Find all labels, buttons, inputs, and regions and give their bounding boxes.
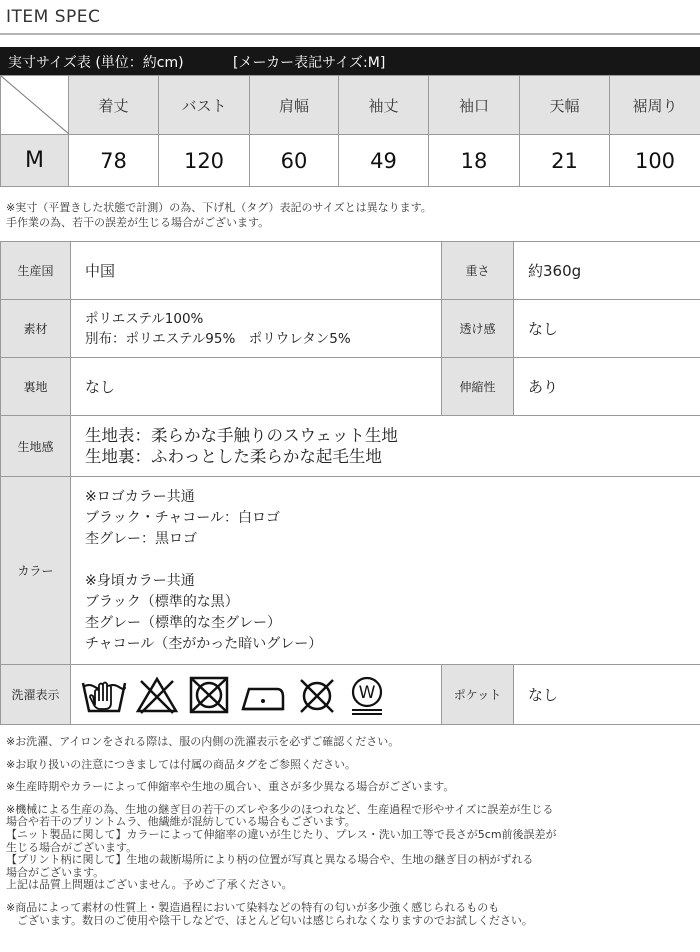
size-label: M — [1, 135, 69, 187]
size-table-corner — [1, 76, 69, 135]
texture-label: 生地感 — [1, 416, 71, 477]
spec-row-care — [1, 665, 700, 725]
note-line: 上記は品質上問題はございません。予めご了承ください。 — [6, 878, 293, 892]
column-header: 天幅 — [520, 76, 610, 135]
hand-wash-icon — [81, 675, 127, 715]
column-header: 裾周り — [610, 76, 700, 135]
note-line: 生じる場合がございます。 — [6, 840, 138, 854]
note-block — [6, 781, 557, 794]
stretch-text: あり — [528, 377, 559, 396]
section-header — [0, 0, 700, 34]
texture-value — [71, 416, 700, 477]
corner-diagonal-line — [1, 76, 69, 134]
origin-value — [71, 242, 442, 300]
note-line: ※お洗濯、アイロンをされる際は、服の内側の洗濯表示を必ずご確認ください。 — [6, 735, 400, 748]
texture-line: 生地裏：ふわっとした柔らかな起毛生地 — [85, 447, 382, 466]
material-line: 別布：ポリエステル95% ポリウレタン5% — [85, 330, 351, 347]
care-icons-cell — [71, 665, 442, 725]
column-header: 袖口 — [429, 76, 520, 135]
notes-section — [6, 736, 557, 927]
wet-clean-letter: W — [358, 682, 376, 703]
lining-text: なし — [85, 377, 116, 396]
sheer-text: なし — [528, 319, 559, 338]
spec-table — [0, 241, 700, 725]
lining-label: 裏地 — [1, 358, 71, 416]
material-label: 素材 — [1, 300, 71, 358]
spec-row-material — [1, 300, 700, 358]
size-table-caption-bar — [0, 47, 700, 75]
note-line: ※商品によって素材の性質上・製造過程において染料などの特有の匂いが多少強く感じられるものも — [6, 900, 500, 914]
color-label: カラー — [1, 477, 71, 665]
no-bleach-icon — [135, 675, 179, 715]
note-line: ※お取り扱いの注意につきましては付属の商品タグをご参照ください。 — [6, 757, 356, 771]
size-table-maker-size: [メーカー表記サイズ:M] — [233, 55, 386, 71]
low-iron-icon — [239, 675, 287, 715]
color-line: 杢グレー：黒ロゴ — [85, 530, 197, 547]
color-line: ブラック・チャコール：白ロゴ — [85, 509, 281, 526]
size-row — [1, 135, 700, 187]
color-value — [71, 477, 700, 665]
pocket-label: ポケット — [442, 665, 514, 725]
column-header: バスト — [159, 76, 250, 135]
pocket-text: なし — [528, 685, 559, 704]
stretch-value — [514, 358, 700, 416]
material-value — [71, 300, 442, 358]
weight-text: 約360g — [528, 261, 582, 280]
size-value: 18 — [429, 135, 520, 187]
weight-label: 重さ — [442, 242, 514, 300]
size-value: 49 — [339, 135, 429, 187]
care-icons — [81, 666, 441, 724]
size-table — [0, 75, 700, 187]
column-header: 肩幅 — [250, 76, 339, 135]
sheer-label: 透け感 — [442, 300, 514, 358]
note-line: 【ニット製品に関して】カラーによって伸縮率の違いが生じたり、プレス・洗い加工等で長さが5cm前後誤差が — [6, 827, 557, 841]
note-line: ※機械による生産の為、生地の継ぎ目の若干のズレや多少のほつれなど、生産過程で形やサイズに誤差が生じる — [6, 802, 554, 816]
lining-value — [71, 358, 442, 416]
color-line — [85, 550, 700, 571]
pocket-value — [514, 665, 700, 725]
note-block — [6, 736, 557, 749]
note-line: ※生産時期やカラーによって伸縮率や生地の風合い、重さが多少異なる場合がございます。 — [6, 780, 455, 794]
color-line: ※身頃カラー共通 — [85, 572, 195, 589]
care-label: 洗濯表示 — [1, 665, 71, 725]
spec-row-texture — [1, 416, 700, 477]
origin-label: 生産国 — [1, 242, 71, 300]
wet-clean-icon — [347, 675, 387, 715]
no-tumble-dry-icon — [187, 675, 231, 715]
size-note-line: 手作業の為、若干の誤差が生じる場合がございます。 — [6, 216, 270, 229]
page-title: ITEM SPEC — [6, 7, 101, 27]
note-block — [6, 902, 557, 927]
header-divider — [0, 33, 700, 35]
note-line: 場合がございます。 — [6, 865, 105, 879]
spec-row-color — [1, 477, 700, 665]
size-value: 78 — [69, 135, 159, 187]
texture-line: 生地表：柔らかな手触りのスウェット生地 — [85, 426, 398, 445]
spec-row-lining — [1, 358, 700, 416]
spec-row-origin — [1, 242, 700, 300]
size-value: 100 — [610, 135, 700, 187]
size-table-header-row — [1, 76, 700, 135]
note-line: 場合や若干のプリントムラ、他繊維が混紡している場合もございます。 — [6, 815, 356, 829]
sheer-value — [514, 300, 700, 358]
column-header: 袖丈 — [339, 76, 429, 135]
note-line: ございます。数日のご使用や陰干しなどで、ほとんど匂いは感じられなくなりますのでお試しください。 — [6, 913, 533, 927]
size-value: 21 — [520, 135, 610, 187]
color-line: ブラック（標準的な黒） — [85, 593, 239, 610]
note-block — [6, 759, 557, 772]
size-note — [6, 200, 432, 230]
color-line: 杢グレー（標準的な杢グレー） — [85, 614, 281, 631]
stretch-label: 伸縮性 — [442, 358, 514, 416]
origin-text: 中国 — [85, 261, 116, 280]
size-table-caption: 実寸サイズ表 (単位：約cm) — [8, 55, 184, 71]
note-line: 【プリント柄に関して】生地の裁断場所により柄の位置が写真と異なる場合や、生地の継ぎ目の柄がずれる — [6, 853, 534, 867]
size-note-line: ※実寸（平置きした状態で計測）の為、下げ札（タグ）表記のサイズとは異なります。 — [6, 201, 432, 214]
material-line: ポリエステル100% — [85, 310, 204, 327]
column-header: 着丈 — [69, 76, 159, 135]
note-block — [6, 804, 557, 892]
size-value: 120 — [159, 135, 250, 187]
color-line: ※ロゴカラー共通 — [85, 488, 195, 505]
color-line: チャコール（杢がかった暗いグレー） — [85, 635, 323, 652]
weight-value — [514, 242, 700, 300]
size-value: 60 — [250, 135, 339, 187]
no-dry-clean-icon — [295, 675, 339, 715]
